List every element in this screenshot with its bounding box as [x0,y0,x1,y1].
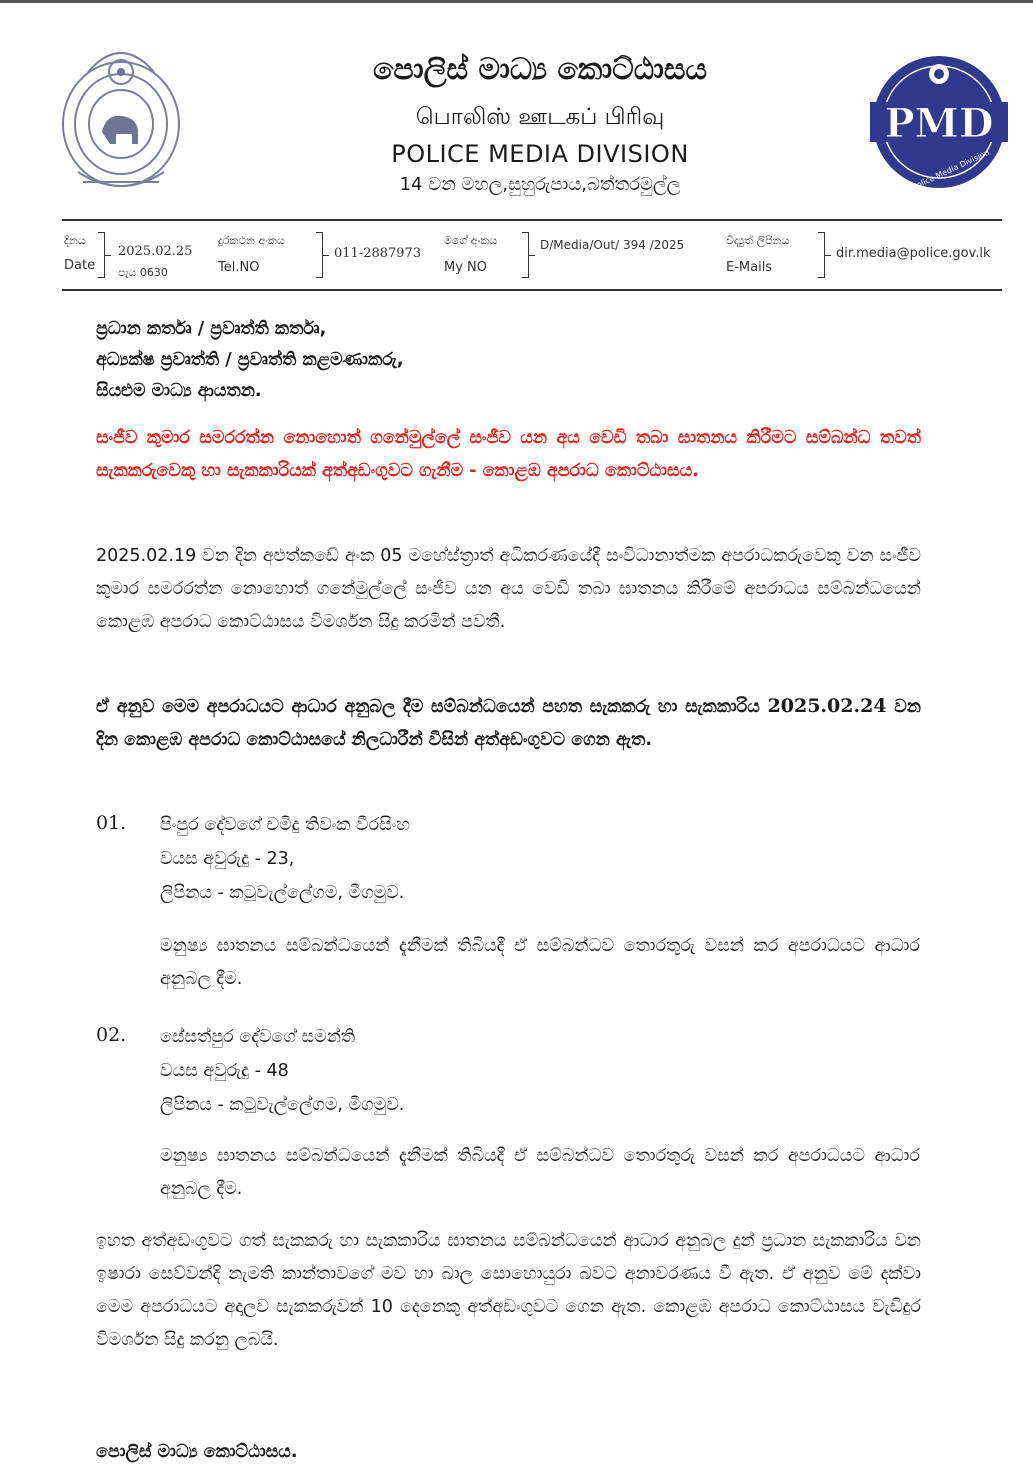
my-no-value: D/Media/Out/ 394 /2025 [540,238,685,252]
division-title-tamil: பொலிஸ் ஊடகப் பிரிவு [415,104,665,130]
suspect-age: වයස අවුරුදු - 48 [160,1061,289,1081]
signoff: පොලිස් මාධ්‍ය කොට්ඨාසය. [96,1442,298,1462]
division-title-english: POLICE MEDIA DIVISION [391,140,689,168]
tel-label-si: දුරකථන අංකය [218,234,285,247]
tel-label-en: Tel.NO [218,260,260,275]
paragraph-2-part-a: ඒ අනුව මෙම අපරාධයට ආධාර අනුබල දීම සම්බන්ධයෙන් පහත සැකකරු හා සැකකාරිය [96,697,760,717]
suspect-number: 01. [96,812,127,834]
pmd-logo-icon [870,44,1008,194]
suspect-2-details [160,1020,920,1122]
recipients-block [96,314,921,407]
police-crest-icon [58,32,184,200]
email-label-en: E-Mails [726,260,773,275]
paragraph-2-part-b: වන දින කොළඹ අපරාධ කොට්ඨාසයේ නිලධාරීන් විසින් අත්අඩංගුවට ගෙන ඇත. [96,697,922,750]
suspect-charge: මනුෂ්‍ය ඝාතනය සම්බන්ධයෙන් දැනීමක් තිබියදී ඒ සම්බන්ධව තොරතුරු වසන් කර අපරාධයට ආධාර අනුබල දීම. [160,1146,920,1199]
subject-heading: සංජීව කුමාර සමරරත්න නොහොත් ගනේමුල්ලේ සංජීව යන අය වෙඩි තබා ඝාතනය කිරීමට සම්බන්ධ තවත් සැකකරුවෙකු හා සැකකාරියක් අත්අඩංගුවට ගැනීම - කොළඹ අපරාධ කොට්ඨාසය. [96,428,921,481]
suspect-charge: මනුෂ්‍ය ඝාතනය සම්බන්ධයෙන් දැනීමක් තිබියදී ඒ සම්බන්ධව තොරතුරු වසන් කර අපරාධයට ආධාර අනුබල දීම. [160,936,920,989]
top-border [0,0,1033,3]
reference-info-bar [62,228,1002,288]
paragraph-3: ඉහත අත්අඩංගුවට ගත් සැකකරු හා සැකකාරිය ඝාතනය සම්බන්ධයෙන් ආධාර අනුබල දුන් ප්‍රධාන සැකකාරිය වන ඉෂාරා සෙව්වන්දි නැමති කාන්තාවගේ මව හා බාල සොහොයුරා බවට අනාවරණය වී ඇත. ඒ අනුව මේ දක්වා මෙම අපරාධයට අදාලව සැකකරුවන් 10 දෙනෙකු අත්අඩංගුවට ගෙන ඇත. කොළඹ අපරාධ කොට්ඨාසය වැඩිදුර විමර්ශන සිදු කරනු ලබයි. [96,1231,921,1350]
time-value: පැය 0630 [118,266,168,279]
header-rule-bottom [62,289,1002,291]
header-rule-top [62,219,1002,221]
my-no-label-si: මගේ අංකය [444,234,498,247]
suspect-address: ලිපිනය - කටුවැල්ලේගම, මීගමුව. [160,1095,405,1115]
date-label-en: Date [64,258,96,273]
paragraph-1: 2025.02.19 වන දින අළුත්කඩේ අංක 05 මහේස්ත්‍රාත් අධිකරණයේදී සංවිධානාත්මක අපරාධකරුවෙකු වන සංජීව කුමාර සමරරත්න නොහොත් ගනේමුල්ලේ සංජීව යන අය වෙඩි තබා ඝාතනය කිරීමේ අපරාධය සම්බන්ධයෙන් කොළඹ අපරාධ කොට්ඨාසය විමර්ශන සිදු කරමින් පවතී. [96,546,921,632]
pmd-ring-text: Police Media Division [910,147,991,192]
recipient-line: ප්‍රධාන කර්තෘ / ප්‍රවෘත්ති කර්තෘ, [96,319,327,339]
recipient-line: අධ්‍යක්ෂ ප්‍රවෘත්ති / ප්‍රවෘත්ති කළමණාකරු, [96,350,404,370]
paragraph-2 [96,690,921,757]
suspect-number: 02. [96,1024,127,1046]
suspect-age: වයස අවුරුදු - 23, [160,849,295,869]
date-bracket [98,232,105,278]
tel-bracket [316,232,323,278]
email-bracket [818,232,825,278]
paragraph-2-date: 2025.02.24 [767,695,887,717]
tel-value: 011-2887973 [334,246,422,261]
suspect-name: පිංපුර දේවගේ චමිදු තිවංක වීරසිංහ [160,815,410,835]
suspect-name: සේසත්පුර දේවගේ සමන්ති [160,1027,356,1047]
email-value: dir.media@police.gov.lk [836,246,991,261]
date-label-si: දිනය [64,234,86,247]
division-address: 14 වන මහල,සුහුරුපාය,බත්තරමුල්ල [399,174,681,195]
email-label-si: විද්‍යුත් ලිපිනය [726,234,790,247]
suspect-1-details [160,808,920,910]
pmd-logo-text: PMD [884,100,994,147]
my-no-bracket [522,232,529,278]
my-no-label-en: My NO [444,260,487,275]
suspect-address: ලිපිනය - කටුවැල්ලේගම, මීගමුව. [160,883,405,903]
date-value: 2025.02.25 [118,244,193,259]
division-title-sinhala: පොලිස් මාධ්‍ය කොට්ඨාසය [372,52,708,87]
recipient-line: සියළුම මාධ්‍ය ආයතන. [96,381,262,401]
